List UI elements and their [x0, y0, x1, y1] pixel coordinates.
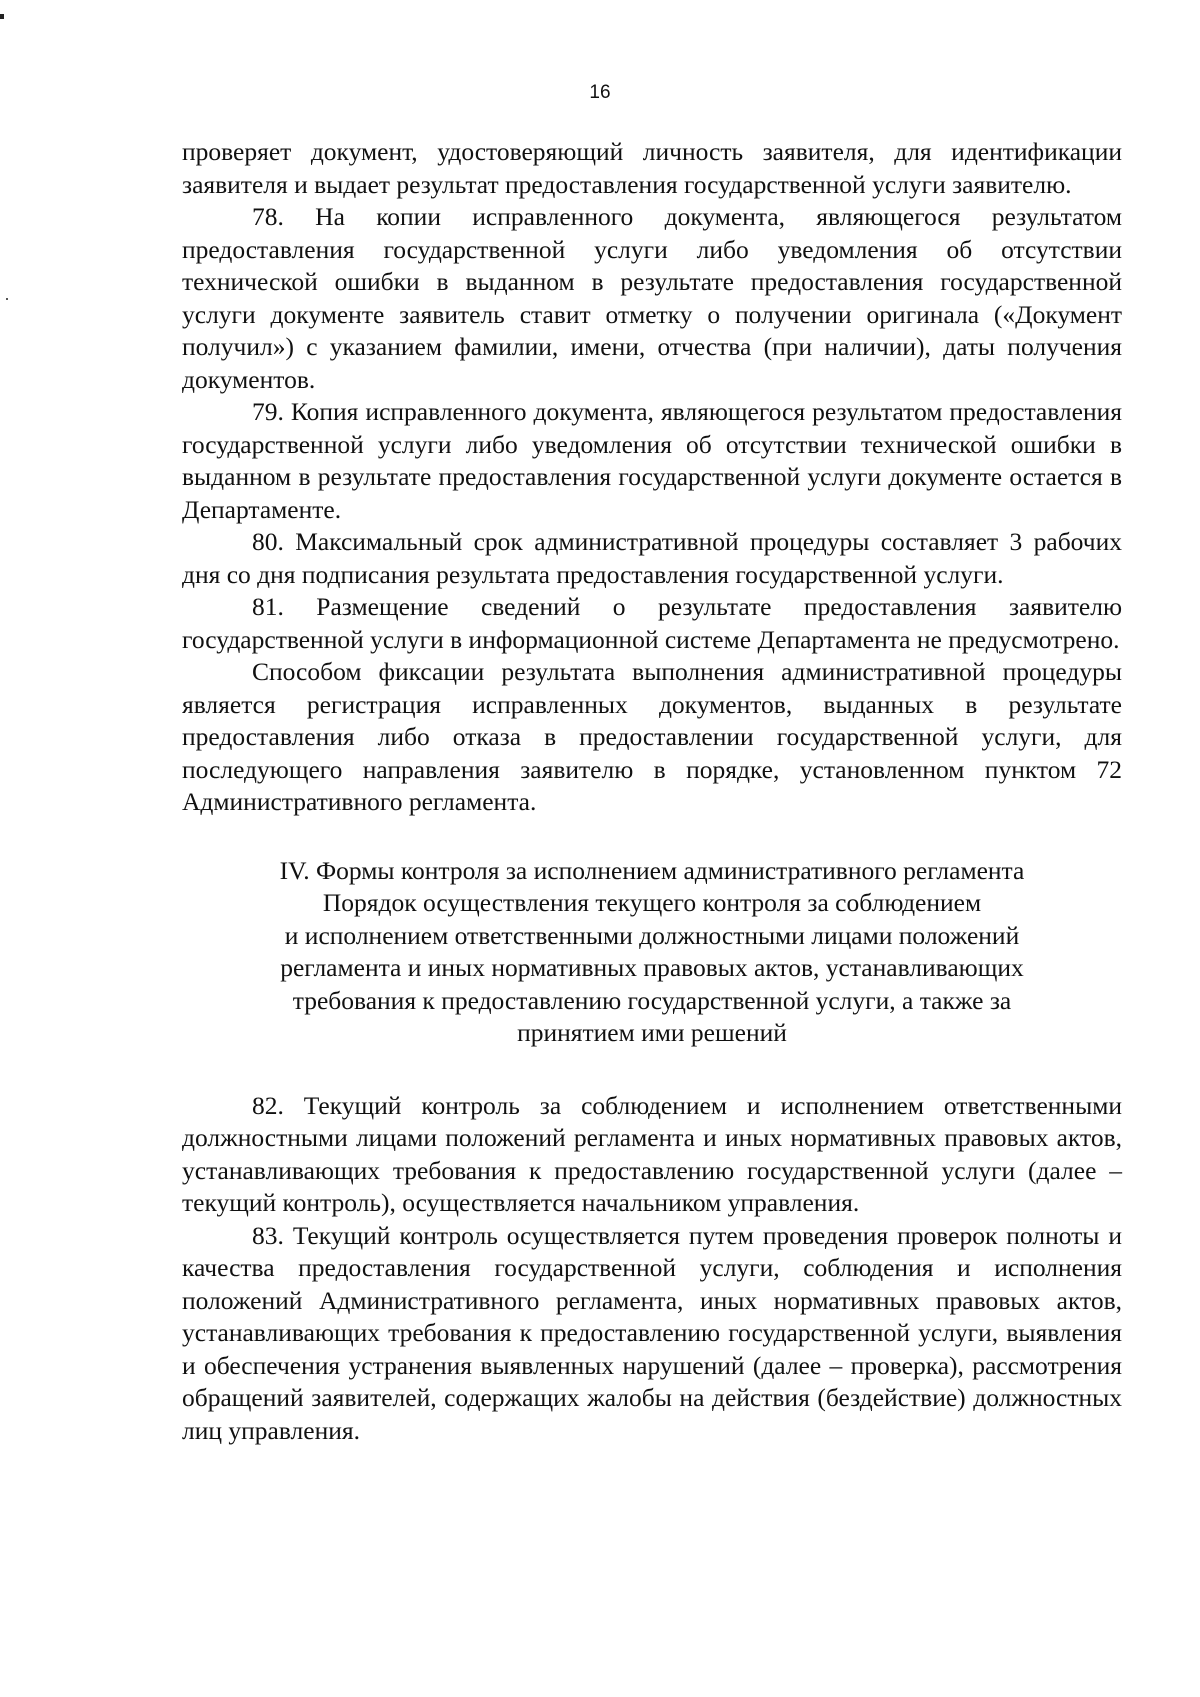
scan-artifact-dot — [6, 298, 8, 300]
document-body — [182, 136, 1122, 1447]
paragraph-82: 82. Текущий контроль за соблюдением и исполнением ответственными должностными лицами положений регламента и иных нормативных правовых актов, устанавливающих требования к предоставлению государственной услуги (далее – текущий контроль), осуществляется начальником управления. — [182, 1090, 1122, 1217]
heading-line: требования к предоставлению государственной услуги, а также за — [292, 985, 1012, 1015]
paragraph-81: 81. Размещение сведений о результате предоставления заявителю государственной услуги в информационной системе Департамента не предусмотрено. — [182, 592, 1122, 654]
scan-artifact-mark — [0, 14, 4, 19]
paragraph-83: 83. Текущий контроль осуществляется путем проведения проверок полноты и качества предоставления государственной услуги, соблюдения и исполнения положений Административного регламента, иных нормативных правовых актов, устанавливающих требования к предоставлению государственной услуги, выявления и обеспечения устранения выявленных нарушений (далее – проверка), рассмотрения обращений заявителей, содержащих жалобы на действия (бездействие) должностных лиц управления. — [182, 1220, 1122, 1445]
heading-line: Порядок осуществления текущего контроля за соблюдением — [322, 888, 982, 917]
page-number: 16 — [589, 82, 611, 103]
paragraph-fixation-method: Способом фиксации результата выполнения административной процедуры является регистрация исправленных документов, выданных в результате предоставления либо отказа в предоставлении государственной услуги, для последующего направления заявителю в порядке, установленном пунктом 72 Административного регламента. — [182, 657, 1122, 816]
heading-line: и исполнением ответственными должностными лицами положений — [284, 920, 1020, 950]
heading-line: принятием ими решений — [517, 1018, 787, 1047]
paragraph-78: 78. На копии исправленного документа, являющегося результатом предоставления государственной услуги либо уведомления об отсутствии технической ошибки в выданном в результате предоставления государственной услуги документе заявитель ставит отметку о получении оригинала («Документ получил») с указанием фамилии, имени, отчества (при наличии), даты получения документов. — [182, 202, 1122, 394]
heading-line: регламента и иных нормативных правовых актов, устанавливающих — [280, 953, 1024, 982]
heading-line: IV. Формы контроля за исполнением административного регламента — [279, 855, 1025, 885]
paragraph-79: 79. Копия исправленного документа, являющегося результатом предоставления государственной услуги либо уведомления об отсутствии технической ошибки в выданном в результате предоставления государственной услуги документе остается в Департаменте. — [182, 397, 1122, 524]
paragraph-continuation: проверяет документ, удостоверяющий личность заявителя, для идентификации заявителя и выдает результат предоставления государственной услуги заявителю. — [182, 137, 1122, 199]
paragraph-80: 80. Максимальный срок административной процедуры составляет 3 рабочих дня со дня подписания результата предоставления государственной услуги. — [182, 527, 1122, 589]
section-heading — [182, 855, 1122, 1050]
